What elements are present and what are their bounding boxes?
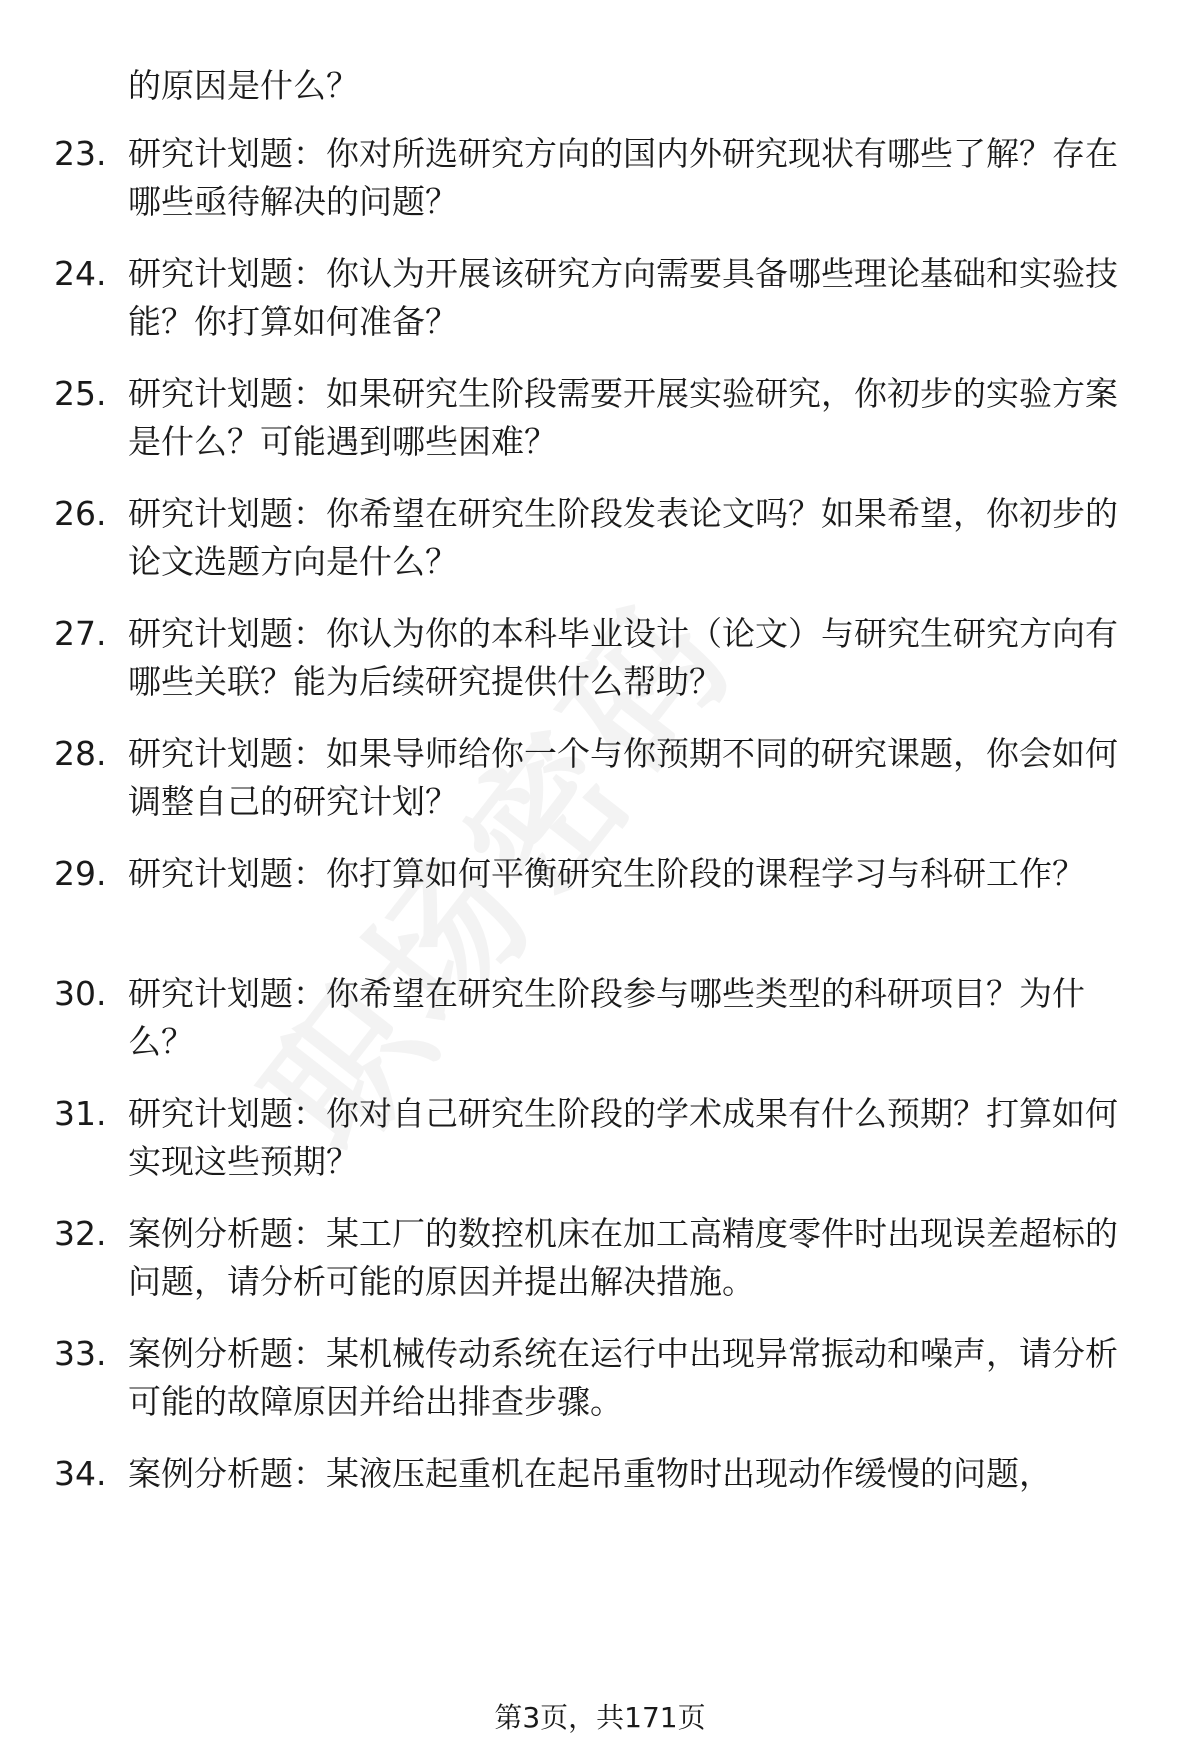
list-item [54,1090,1144,1186]
item-text: 研究计划题：你认为你的本科毕业设计（论文）与研究生研究方向有哪些关联？能为后续研究提供什么帮助？ [128,614,1118,701]
list-item [54,1210,1144,1306]
item-number: 32. [54,1214,107,1253]
item-number: 31. [54,1094,107,1133]
item-number: 24. [54,254,107,293]
list-item [54,1450,1144,1498]
item-text: 研究计划题：你打算如何平衡研究生阶段的课程学习与科研工作？ [128,854,1085,893]
item-number: 34. [54,1454,107,1493]
item-number: 27. [54,614,107,653]
item-text: 研究计划题：你希望在研究生阶段参与哪些类型的科研项目？为什么？ [128,974,1085,1061]
continuation-text: 的原因是什么？ [128,66,359,105]
list-item [54,130,1144,226]
item-text: 案例分析题：某机械传动系统在运行中出现异常振动和噪声，请分析可能的故障原因并给出排查步骤。 [128,1334,1118,1421]
item-text: 研究计划题：你认为开展该研究方向需要具备哪些理论基础和实验技能？你打算如何准备？ [128,254,1118,341]
item-text: 案例分析题：某液压起重机在起吊重物时出现动作缓慢的问题， [128,1454,1052,1493]
item-number: 26. [54,494,107,533]
item-number: 29. [54,854,107,893]
page-footer: 第3页，共171页 [494,1701,706,1734]
item-text: 研究计划题：你对自己研究生阶段的学术成果有什么预期？打算如何实现这些预期？ [128,1094,1118,1181]
item-number: 33. [54,1334,107,1373]
item-text: 研究计划题：如果研究生阶段需要开展实验研究，你初步的实验方案是什么？可能遇到哪些困难？ [128,374,1118,461]
item-text: 研究计划题：你对所选研究方向的国内外研究现状有哪些了解？存在哪些亟待解决的问题？ [128,134,1118,221]
item-text: 研究计划题：如果导师给你一个与你预期不同的研究课题，你会如何调整自己的研究计划？ [128,734,1118,821]
list-item [54,370,1144,466]
list-item [54,250,1144,346]
item-number: 23. [54,134,107,173]
item-number: 28. [54,734,107,773]
list-item [54,850,1144,898]
list-item [54,1330,1144,1426]
list-item [54,970,1144,1066]
item-text: 案例分析题：某工厂的数控机床在加工高精度零件时出现误差超标的问题，请分析可能的原因并提出解决措施。 [128,1214,1118,1301]
item-text: 研究计划题：你希望在研究生阶段发表论文吗？如果希望，你初步的论文选题方向是什么？ [128,494,1118,581]
list-item [54,490,1144,586]
item-number: 25. [54,374,107,413]
item-number: 30. [54,974,107,1013]
list-item [54,730,1144,826]
list-item [54,610,1144,706]
